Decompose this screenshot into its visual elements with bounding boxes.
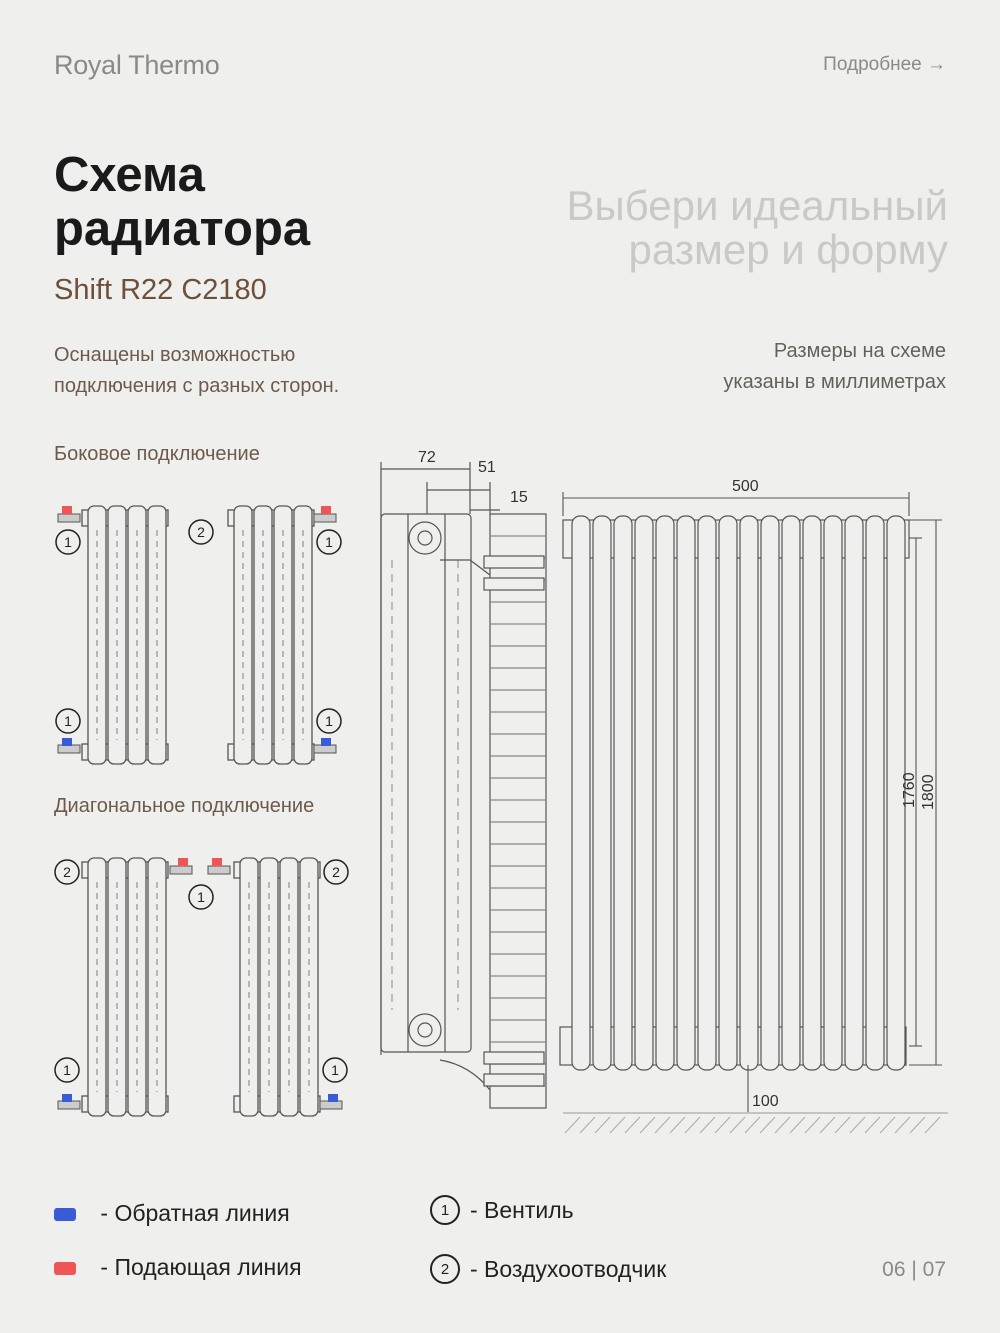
- more-link[interactable]: Подробнее →: [823, 54, 946, 75]
- return-line-swatch: [54, 1208, 76, 1221]
- legend-supply-label: - Подающая линия: [100, 1254, 302, 1280]
- description-line-1: Оснащены возможностью: [54, 344, 296, 366]
- marker-valve: 1: [331, 1062, 339, 1078]
- legend-return: [54, 1200, 290, 1227]
- marker-valve: 1: [64, 534, 72, 550]
- dim-depth-mid: 51: [478, 459, 496, 476]
- side-connection-heading: Боковое подключение: [54, 443, 260, 465]
- slogan-line-1: Выбери идеальный: [566, 182, 948, 229]
- valve-marker-icon: 1: [430, 1195, 460, 1225]
- slogan-line-2: размер и форму: [628, 226, 948, 273]
- marker-valve: 1: [325, 534, 333, 550]
- marker-valve: 1: [325, 713, 333, 729]
- legend-valve: [430, 1195, 574, 1225]
- marker-valve: 1: [64, 713, 72, 729]
- supply-line-swatch: [54, 1262, 76, 1275]
- description-line-2: подключения с разных сторон.: [54, 375, 340, 397]
- dim-width: 500: [732, 478, 759, 495]
- vent-marker-icon: 2: [430, 1254, 460, 1284]
- dim-axis-height: 1760: [901, 772, 918, 808]
- legend-valve-label: - Вентиль: [470, 1196, 574, 1223]
- marker-valve: 1: [197, 889, 205, 905]
- units-line-2: указаны в миллиметрах: [723, 371, 946, 393]
- brand-logo: Royal Thermo: [54, 50, 220, 80]
- legend-vent-label: - Воздухоотводчик: [470, 1255, 667, 1282]
- dim-depth-total: 72: [418, 449, 436, 466]
- legend-return-label: - Обратная линия: [100, 1200, 290, 1226]
- page-counter: 06 | 07: [882, 1258, 946, 1281]
- marker-valve: 1: [63, 1062, 71, 1078]
- title-line-1: Схема: [54, 148, 205, 202]
- legend-vent: [430, 1254, 666, 1284]
- title-line-2: радиатора: [54, 202, 311, 256]
- legend-supply: [54, 1254, 302, 1281]
- dim-floor-gap: 100: [752, 1093, 779, 1110]
- marker-vent: 2: [63, 864, 71, 880]
- marker-vent: 2: [332, 864, 340, 880]
- marker-vent: 2: [197, 524, 205, 540]
- model-name: Shift R22 C2180: [54, 274, 267, 306]
- units-line-1: Размеры на схеме: [773, 340, 946, 362]
- dim-total-height: 1800: [920, 774, 937, 810]
- dim-wall-gap: 15: [510, 489, 528, 506]
- diagonal-connection-heading: Диагональное подключение: [54, 795, 315, 817]
